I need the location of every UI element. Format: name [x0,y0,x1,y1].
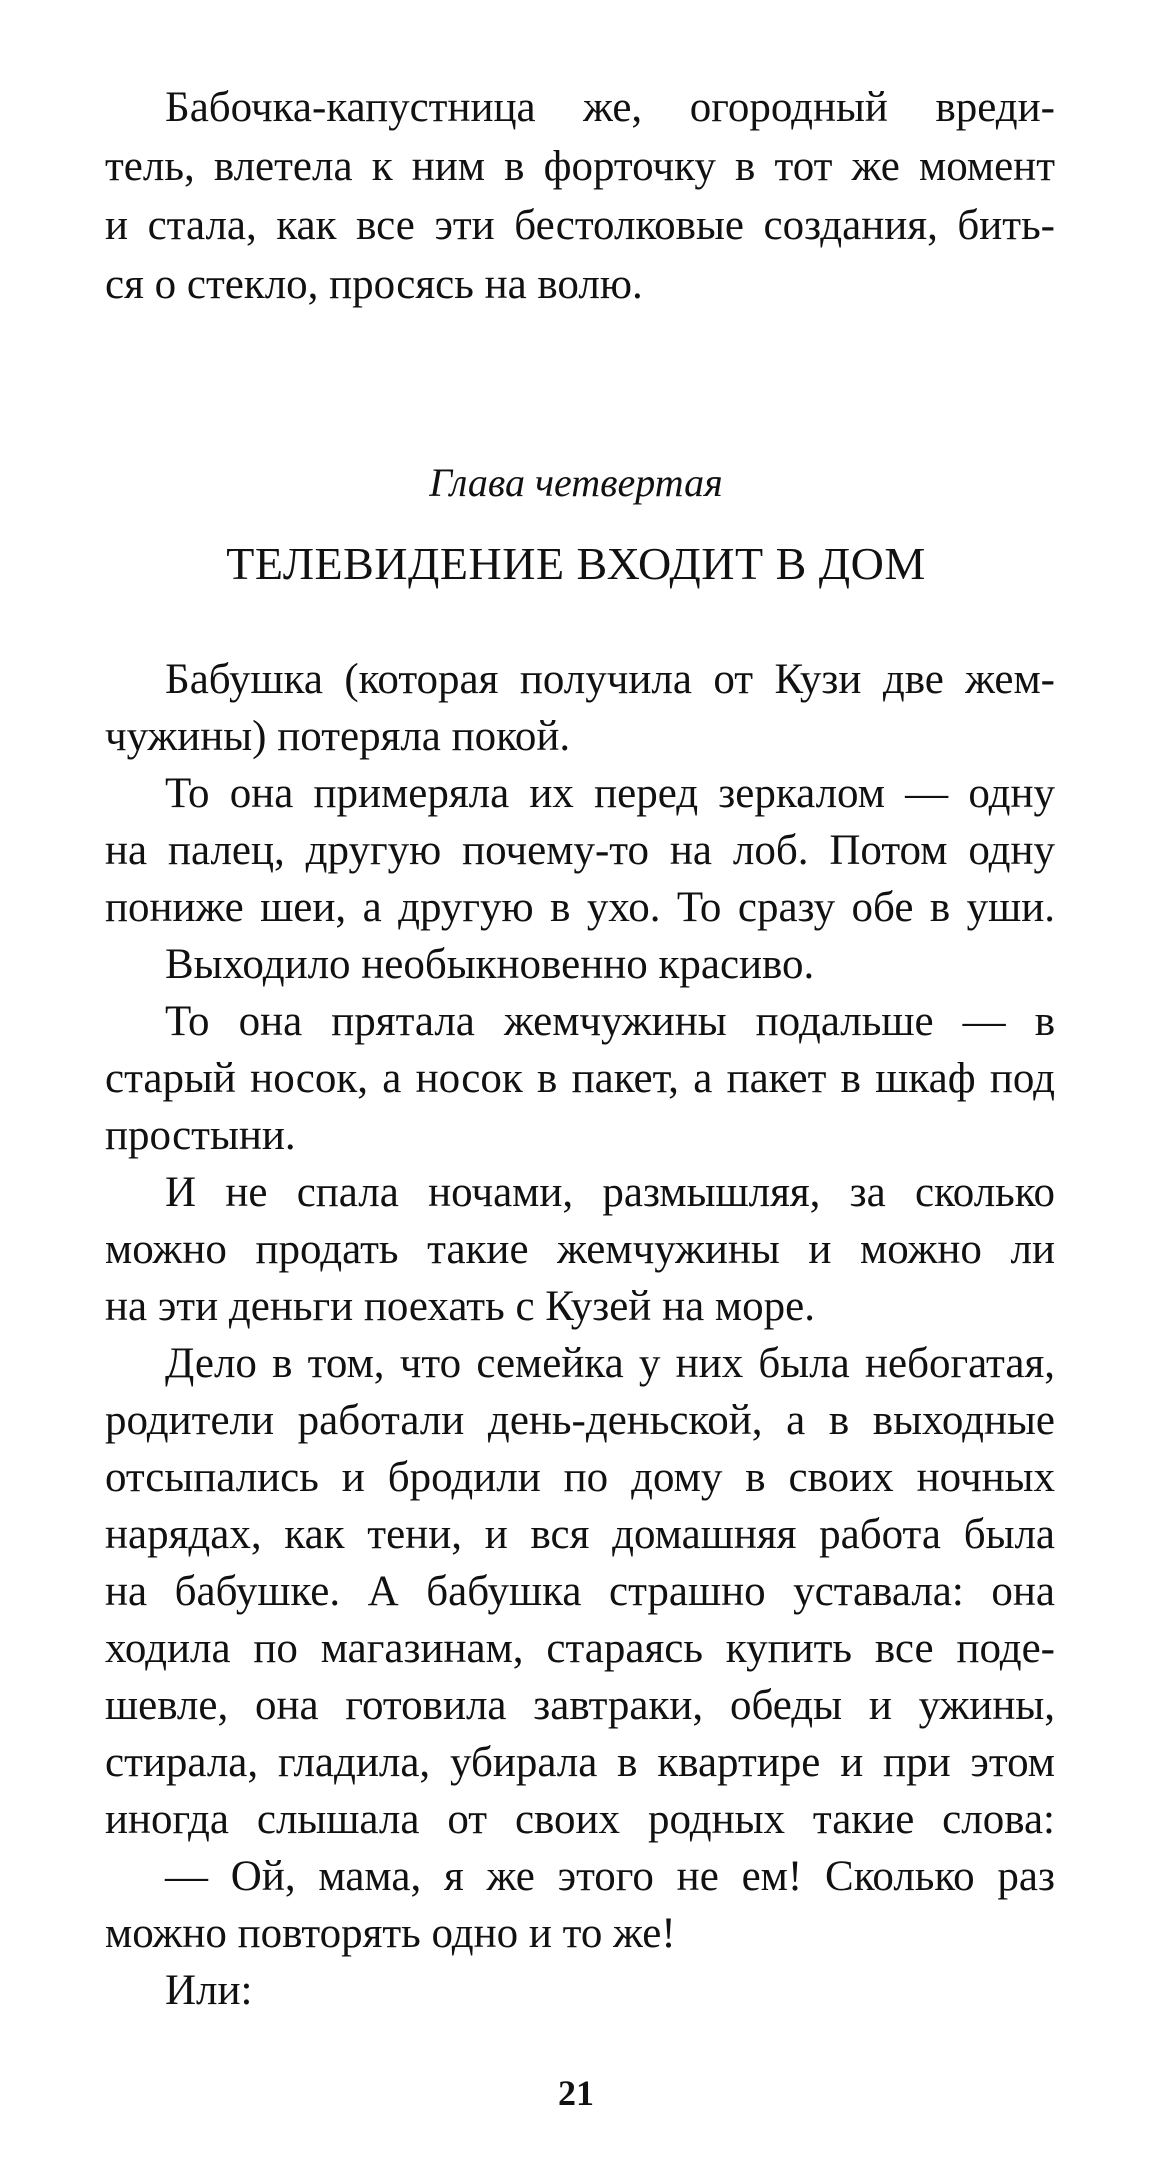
text-line: родители работали день-деньской, а в выходные [105,1397,1055,1444]
text-line: простыни. [105,1112,296,1159]
text-line: пониже шеи, а другую в ухо. То сразу обе в уши. [105,884,1055,931]
text-line: ся о стекло, просясь на волю. [105,261,643,308]
text-line: Дело в том, что семейка у них была небогатая, [165,1340,1055,1387]
text-line: и стала, как все эти бестолковые создания, бить- [105,202,1055,249]
text-line: на эти деньги поехать с Кузей на море. [105,1283,815,1330]
text-line: шевле, она готовила завтраки, обеды и ужины, [105,1682,1055,1729]
text-line: И не спала ночами, размышляя, за сколько [165,1169,1055,1216]
text-line: Бабочка-капустница же, огородный вреди- [165,84,1055,131]
text-line: чужины) потеряла покой. [105,713,571,760]
text-line: ходила по магазинам, стараясь купить все поде- [105,1625,1055,1672]
text-line: То она прятала жемчужины подальше — в [165,998,1055,1045]
text-line: стирала, гладила, убирала в квартире и при этом [105,1739,1055,1786]
chapter-title: ТЕЛЕВИДЕНИЕ ВХОДИТ В ДОМ [226,538,926,589]
text-line: иногда слышала от своих родных такие слова: [105,1796,1055,1843]
text-line: То она примеряла их перед зеркалом — одну [165,770,1055,817]
text-line: нарядах, как тени, и вся домашняя работа была [105,1511,1055,1558]
text-line: Выходило необыкновенно красиво. [165,941,815,988]
page-number: 21 [558,2073,594,2113]
chapter-label: Глава четвертая [429,460,723,505]
text-line: отсыпались и бродили по дому в своих ночных [105,1454,1055,1501]
text-line: тель, влетела к ним в форточку в тот же момент [105,143,1055,190]
text-line: Бабушка (которая получила от Кузи две жем- [165,656,1055,703]
text-line: можно повторять одно и то же! [105,1910,676,1957]
text-line: на бабушке. А бабушка страшно уставала: она [105,1568,1055,1615]
text-line: — Ой, мама, я же этого не ем! Сколько раз [165,1853,1055,1900]
text-line: старый носок, а носок в пакет, а пакет в шкаф под [105,1055,1055,1102]
text-line: можно продать такие жемчужины и можно ли [105,1226,1055,1273]
text-line: Или: [165,1967,253,2014]
text-line: на палец, другую почему-то на лоб. Потом одну [105,827,1055,874]
